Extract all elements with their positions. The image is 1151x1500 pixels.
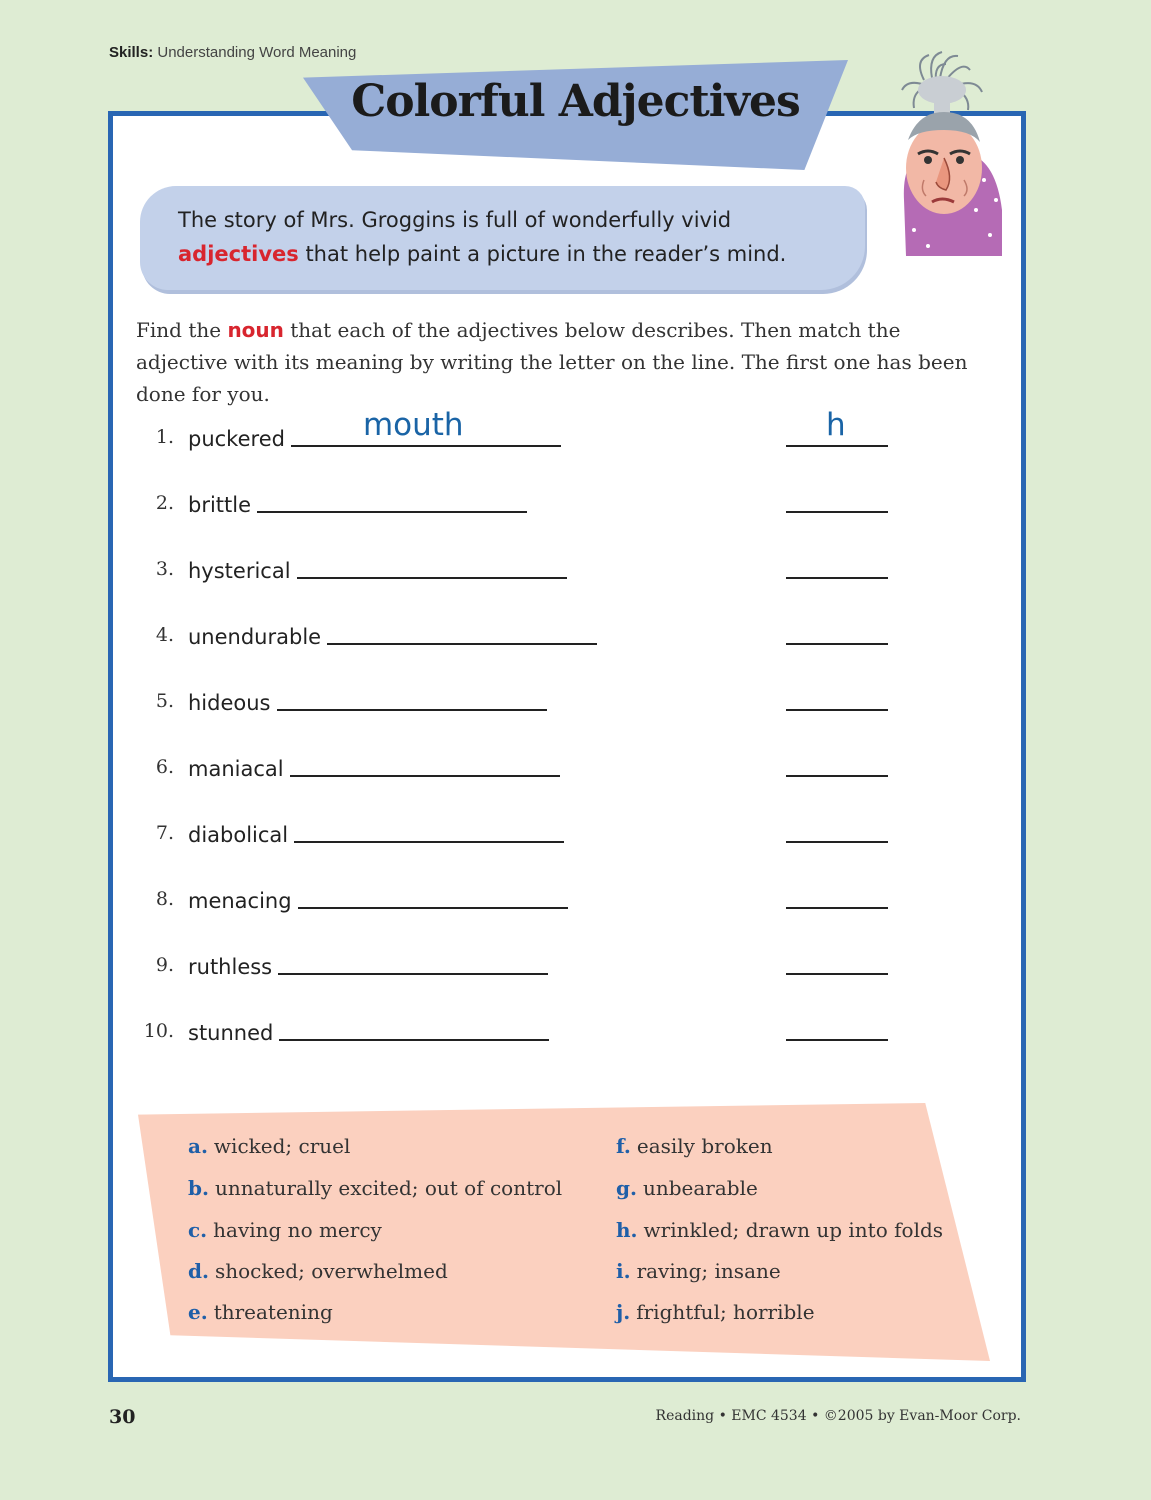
definition-letter: e. (188, 1300, 208, 1324)
definition-letter: a. (188, 1134, 208, 1158)
item-number: 4. (155, 624, 174, 646)
item-word-wrap (188, 559, 567, 583)
item-number: 2. (155, 492, 174, 514)
definition-text: having no mercy (213, 1218, 382, 1242)
page-title: Colorful Adjectives (351, 76, 800, 127)
item-word-wrap (188, 691, 547, 715)
item-word-wrap (188, 493, 527, 517)
exercise-item (0, 550, 1151, 590)
item-word: hideous (188, 691, 271, 715)
exercise-item (0, 484, 1151, 524)
instructions (136, 314, 986, 410)
letter-answer-line[interactable] (786, 775, 888, 777)
noun-answer-line[interactable] (327, 643, 597, 645)
exercise-item (0, 814, 1151, 854)
item-word-wrap (188, 889, 568, 913)
item-number: 8. (155, 888, 174, 910)
definition-letter: f. (616, 1134, 631, 1158)
definition-item (188, 1134, 350, 1158)
definition-text: raving; insane (636, 1259, 781, 1283)
definition-item (188, 1300, 333, 1324)
letter-answer-line[interactable] (786, 407, 888, 447)
item-word: stunned (188, 1021, 274, 1045)
letter-answer-line[interactable] (786, 511, 888, 513)
mrs-groggins-illustration-icon (884, 50, 1008, 260)
item-number: 3. (155, 558, 174, 580)
letter-answer-line[interactable] (786, 1039, 888, 1041)
definition-text: wrinkled; drawn up into folds (643, 1218, 944, 1242)
letter-answer-line[interactable] (786, 643, 888, 645)
definition-item (616, 1300, 815, 1324)
exercise-item (0, 1012, 1151, 1052)
noun-answer-line[interactable] (277, 709, 547, 711)
letter-answer-line[interactable] (786, 709, 888, 711)
definition-item (616, 1176, 758, 1200)
exercise-item (0, 946, 1151, 986)
skills-value: Understanding Word Meaning (157, 44, 357, 61)
item-word: maniacal (188, 757, 284, 781)
definition-letter: h. (616, 1218, 638, 1242)
letter-answer: h (826, 407, 846, 443)
definition-letter: i. (616, 1259, 631, 1283)
intro-before: The story of Mrs. Groggins is full of wonderfully vivid (178, 208, 732, 232)
definition-item (188, 1218, 382, 1242)
exercise-item (0, 616, 1151, 656)
item-word-wrap (188, 757, 560, 781)
definition-text: frightful; horrible (636, 1300, 815, 1324)
definition-letter: g. (616, 1176, 637, 1200)
item-number: 7. (155, 822, 174, 844)
exercise-item (0, 407, 1151, 458)
item-word-wrap (188, 1021, 549, 1045)
item-word: brittle (188, 493, 252, 517)
definition-letter: b. (188, 1176, 209, 1200)
definition-text: wicked; cruel (213, 1134, 351, 1158)
definition-text: unbearable (642, 1176, 758, 1200)
noun-answer-line[interactable] (298, 907, 568, 909)
item-word: menacing (188, 889, 292, 913)
definition-item (188, 1176, 562, 1200)
item-number: 9. (155, 954, 174, 976)
noun-answer-line[interactable] (297, 577, 567, 579)
letter-answer-line[interactable] (786, 841, 888, 843)
definition-text: easily broken (636, 1134, 773, 1158)
item-number: 1. (155, 426, 174, 448)
item-word: hysterical (188, 559, 291, 583)
definition-text: unnaturally excited; out of control (214, 1176, 563, 1200)
noun-answer-line[interactable] (278, 973, 548, 975)
noun-answer-line[interactable] (294, 841, 564, 843)
item-word: puckered (188, 427, 285, 451)
noun-answer-line[interactable] (257, 511, 527, 513)
item-number: 5. (155, 690, 174, 712)
item-word: unendurable (188, 625, 322, 649)
definition-letter: j. (616, 1300, 631, 1324)
item-word: diabolical (188, 823, 289, 847)
noun-answer: mouth (362, 407, 464, 443)
exercise-item (0, 682, 1151, 722)
item-word-wrap (188, 955, 548, 979)
skills-line (109, 44, 356, 61)
item-word-wrap (188, 407, 561, 451)
letter-answer-line[interactable] (786, 973, 888, 975)
definition-letter: d. (188, 1259, 209, 1283)
exercise-item (0, 880, 1151, 920)
letter-answer-line[interactable] (786, 577, 888, 579)
letter-answer-line[interactable] (786, 907, 888, 909)
instructions-before: Find the (136, 318, 222, 342)
definition-item (616, 1134, 773, 1158)
instructions-highlight: noun (227, 318, 284, 342)
definition-letter: c. (188, 1218, 208, 1242)
intro-after: that help paint a picture in the reader’s mind. (305, 242, 787, 266)
definition-item (188, 1259, 448, 1283)
noun-answer-line[interactable] (279, 1039, 549, 1041)
intro-highlight: adjectives (178, 242, 299, 266)
footer-credit: Reading • EMC 4534 • ©2005 by Evan-Moor Corp. (655, 1408, 1021, 1424)
item-word-wrap (188, 625, 597, 649)
item-word: ruthless (188, 955, 273, 979)
item-number: 6. (155, 756, 174, 778)
definition-text: threatening (213, 1300, 333, 1324)
page-number: 30 (109, 1406, 136, 1428)
intro-text (178, 203, 858, 271)
definition-item (616, 1259, 781, 1283)
exercise-item (0, 748, 1151, 788)
item-word-wrap (188, 823, 564, 847)
definition-text: shocked; overwhelmed (214, 1259, 448, 1283)
noun-answer-line[interactable] (291, 407, 561, 447)
item-number: 10. (143, 1020, 174, 1042)
skills-label: Skills: (109, 44, 154, 61)
definition-item (616, 1218, 943, 1242)
noun-answer-line[interactable] (290, 775, 560, 777)
instructions-after: that each of the adjectives below describes. Then match the adjective with its meaning by writing the letter on the line. The first one has been done for you. (136, 318, 968, 406)
